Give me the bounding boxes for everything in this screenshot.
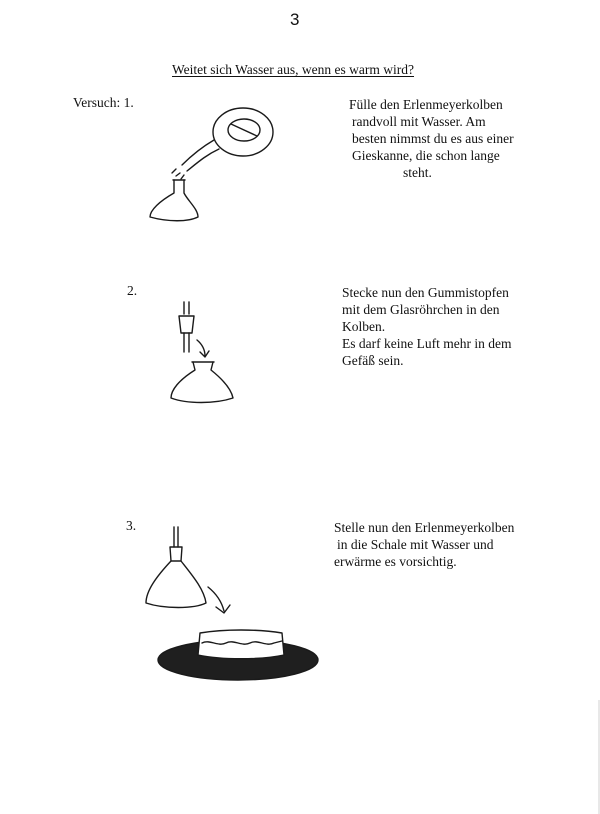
- step-2-line: Kolben.: [342, 319, 386, 334]
- rubber-stopper: [179, 316, 194, 333]
- step-3-line: erwärme es vorsichtig.: [334, 554, 457, 569]
- step-2-line: Es darf keine Luft mehr in dem: [342, 336, 512, 351]
- rubber-stopper: [170, 547, 182, 561]
- heating-bowl-drawing: [140, 525, 325, 690]
- step-1-line: Fülle den Erlenmeyerkolben: [349, 97, 503, 112]
- step-1-line: Gieskanne, die schon lange: [352, 148, 500, 163]
- step-1-label: Versuch: 1.: [73, 95, 134, 110]
- watering-can-hatch: [231, 124, 257, 136]
- step-2-line: mit dem Glasröhrchen in den: [342, 302, 500, 317]
- worksheet-title: Weitet sich Wasser aus, wenn es warm wird?: [172, 62, 415, 77]
- glass-tube-lower: [184, 333, 189, 352]
- step-2-label: 2.: [127, 283, 138, 298]
- step-1-line: steht.: [403, 165, 432, 180]
- glass-tube: [184, 302, 189, 314]
- step-2-line: Stecke nun den Gummistopfen: [342, 285, 509, 300]
- watering-can-flask-drawing: [140, 105, 280, 230]
- watering-can-body: [213, 108, 273, 156]
- arrow-icon: [208, 587, 230, 613]
- step-3-line: in die Schale mit Wasser und: [337, 537, 494, 552]
- step-3-label: 3.: [126, 518, 137, 533]
- step-1-line: randvoll mit Wasser. Am: [352, 114, 486, 129]
- flask-body: [150, 180, 198, 221]
- stopper-flask-drawing: [165, 300, 245, 410]
- step-2-text: [342, 284, 511, 369]
- flask-body: [171, 362, 233, 403]
- flask-body: [146, 561, 206, 608]
- watering-can-spout: [182, 140, 219, 171]
- water-drops: [172, 169, 184, 179]
- step-1-text: [349, 96, 514, 181]
- step-2-line: Gefäß sein.: [342, 353, 404, 368]
- arrow-icon: [197, 340, 209, 357]
- glass-tube: [174, 527, 178, 547]
- page-number: 3: [290, 10, 300, 29]
- step-1-line: besten nimmst du es aus einer: [352, 131, 514, 146]
- step-3-text: [334, 519, 514, 570]
- step-3-line: Stelle nun den Erlenmeyerkolben: [334, 520, 515, 535]
